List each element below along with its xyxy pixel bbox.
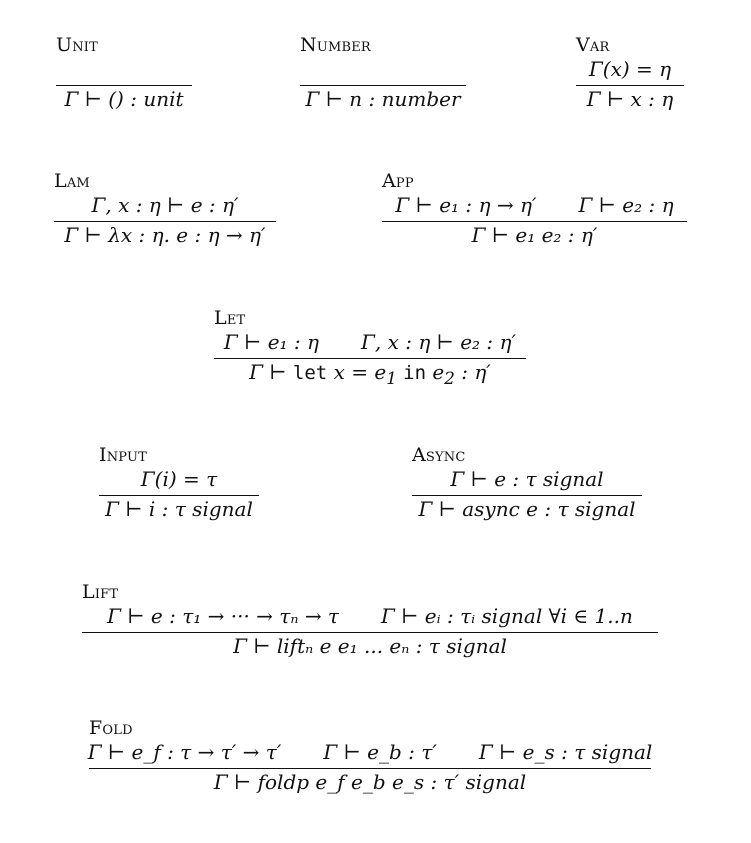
rule-fold bbox=[89, 717, 651, 795]
premise: Γ ⊢ e : τ signal bbox=[450, 467, 604, 491]
premises bbox=[82, 603, 658, 628]
conclusion: Γ ⊢ e₁ e₂ : η′ bbox=[471, 223, 598, 247]
premises bbox=[382, 192, 687, 217]
rule-unit bbox=[56, 34, 192, 112]
premise: Γ, x : η ⊢ e : η′ bbox=[91, 193, 239, 217]
premise: Γ(x) = η bbox=[588, 57, 672, 81]
premises bbox=[300, 56, 466, 81]
rule-name: Async bbox=[412, 444, 466, 466]
rule-name: Input bbox=[99, 444, 148, 466]
conclusion: Γ ⊢ () : unit bbox=[64, 87, 184, 111]
rule-name: Let bbox=[214, 307, 246, 329]
premise: Γ, x : η ⊢ e₂ : η′ bbox=[361, 330, 517, 354]
rule-name: Lam bbox=[54, 170, 90, 192]
conclusion: Γ ⊢ let $x = e_1$ in $e_2$ : η′ bbox=[249, 360, 491, 388]
conclusion: Γ ⊢ async e : τ signal bbox=[418, 497, 636, 521]
premise: Γ ⊢ e_b : τ′ bbox=[323, 740, 437, 764]
premises bbox=[412, 466, 642, 491]
premises bbox=[214, 329, 526, 354]
premise: Γ ⊢ e₂ : η bbox=[578, 193, 674, 217]
premises bbox=[56, 56, 192, 81]
premise: Γ ⊢ e₁ : η bbox=[223, 330, 319, 354]
rule-name: Number bbox=[300, 34, 371, 56]
rule-lift bbox=[82, 581, 658, 659]
conclusion: Γ ⊢ x : η bbox=[586, 87, 674, 111]
premises bbox=[576, 56, 684, 81]
conclusion: Γ ⊢ i : τ signal bbox=[105, 497, 253, 521]
rule-lam bbox=[54, 170, 276, 248]
premise: Γ ⊢ e_s : τ signal bbox=[478, 740, 653, 764]
rule-var bbox=[576, 34, 684, 112]
rule-app bbox=[382, 170, 687, 248]
premise: Γ ⊢ eᵢ : τᵢ signal ∀i ∈ 1..n bbox=[381, 604, 633, 628]
rule-number bbox=[300, 34, 466, 112]
rule-input bbox=[99, 444, 259, 522]
premises bbox=[54, 192, 276, 217]
rule-let bbox=[214, 307, 526, 388]
premise: Γ ⊢ e_f : τ → τ′ → τ′ bbox=[87, 740, 282, 764]
rule-name: Var bbox=[576, 34, 610, 56]
conclusion: Γ ⊢ λx : η. e : η → η′ bbox=[64, 223, 266, 247]
rule-name: Fold bbox=[89, 717, 133, 739]
premise: Γ(i) = τ bbox=[140, 467, 218, 491]
premise: Γ ⊢ e : τ₁ → ··· → τₙ → τ bbox=[107, 604, 339, 628]
premises bbox=[89, 739, 651, 764]
premises bbox=[99, 466, 259, 491]
rule-name: Unit bbox=[56, 34, 98, 56]
rule-async bbox=[412, 444, 642, 522]
conclusion: Γ ⊢ foldp e_f e_b e_s : τ′ signal bbox=[213, 770, 527, 794]
conclusion: Γ ⊢ liftₙ e e₁ ... eₙ : τ signal bbox=[233, 634, 507, 658]
rule-name: App bbox=[382, 170, 414, 192]
rule-name: Lift bbox=[82, 581, 119, 603]
premise: Γ ⊢ e₁ : η → η′ bbox=[395, 193, 537, 217]
conclusion: Γ ⊢ n : number bbox=[305, 87, 461, 111]
